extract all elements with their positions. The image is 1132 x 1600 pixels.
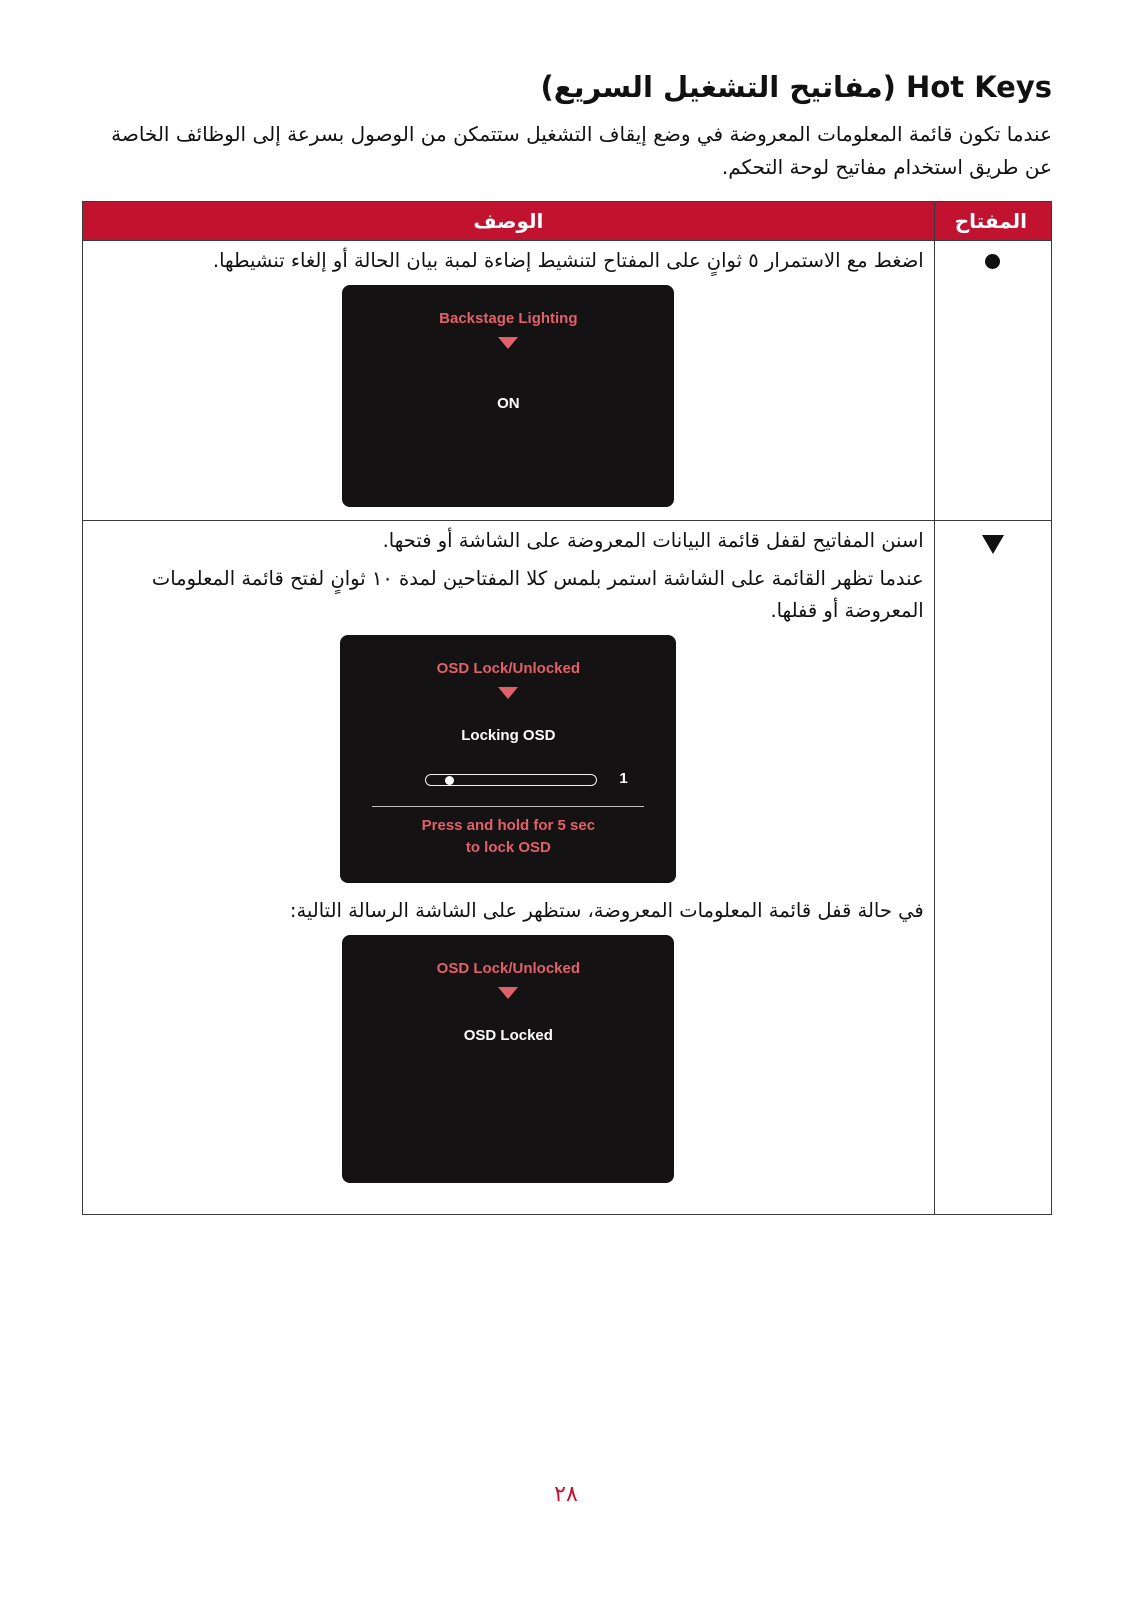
key-cell xyxy=(934,521,1051,1215)
osd-hint-line-2: to lock OSD xyxy=(465,839,551,856)
osd-title: OSD Lock/Unlocked xyxy=(436,960,581,977)
osd-lock-instructions: عندما تظهر القائمة على الشاشة استمر بلمس كلا المفتاحين لمدة ١٠ ثوانٍ لفتح قائمة المعلومات المعروضة أو قفلها. xyxy=(151,567,924,622)
triangle-down-icon xyxy=(498,987,518,999)
osd-hint-line-1: Press and hold for 5 sec xyxy=(421,817,596,834)
progress-thumb xyxy=(445,776,454,785)
progress-track xyxy=(425,774,597,786)
osd-locked-screen xyxy=(342,935,674,1183)
key-cell xyxy=(934,241,1051,521)
osd-value: OSD Locked xyxy=(463,1027,553,1044)
osd-value: ON xyxy=(497,395,520,412)
osd-title: OSD Lock/Unlocked xyxy=(436,660,581,677)
osd-hint xyxy=(340,815,676,859)
osd-backstage-lighting-screen xyxy=(342,285,674,507)
triangle-down-icon xyxy=(498,337,518,349)
table-row xyxy=(83,241,1052,521)
page-title: Hot Keys (مفاتيح التشغيل السريع) xyxy=(540,70,1052,104)
osd-title: Backstage Lighting xyxy=(439,310,578,327)
lock-progress-bar xyxy=(340,770,676,790)
osd-divider xyxy=(372,806,644,807)
backstage-lighting-description: اضغط مع الاستمرار ٥ ثوانٍ على المفتاح لتنشيط إضاءة لمبة بيان الحالة أو إلغاء تنشيطها. xyxy=(212,249,924,272)
header-key: المفتاح xyxy=(934,202,1051,241)
triangle-down-icon xyxy=(498,687,518,699)
table-row xyxy=(83,521,1052,1215)
osd-value: Locking OSD xyxy=(461,727,556,744)
circle-icon xyxy=(985,254,1000,269)
osd-locking-screen xyxy=(340,635,676,883)
hot-keys-table xyxy=(82,201,1052,1215)
progress-count: 1 xyxy=(619,770,628,787)
table-header-row xyxy=(83,202,1052,241)
description-cell xyxy=(83,521,935,1215)
page-number: ٢٨ xyxy=(554,1482,578,1507)
triangle-down-icon xyxy=(982,535,1004,554)
header-description: الوصف xyxy=(83,202,935,241)
description-cell xyxy=(83,241,935,521)
osd-lock-description: اسنن المفاتيح لقفل قائمة البيانات المعروضة على الشاشة أو فتحها. xyxy=(382,529,924,552)
intro-paragraph: عندما تكون قائمة المعلومات المعروضة في وضع إيقاف التشغيل ستتمكن من الوصول بسرعة إلى الوظائف الخاصة عن طريق استخدام مفاتيح لوحة التحكم. xyxy=(111,122,1052,179)
osd-locked-description: في حالة قفل قائمة المعلومات المعروضة، ستظهر على الشاشة الرسالة التالية: xyxy=(289,899,924,922)
